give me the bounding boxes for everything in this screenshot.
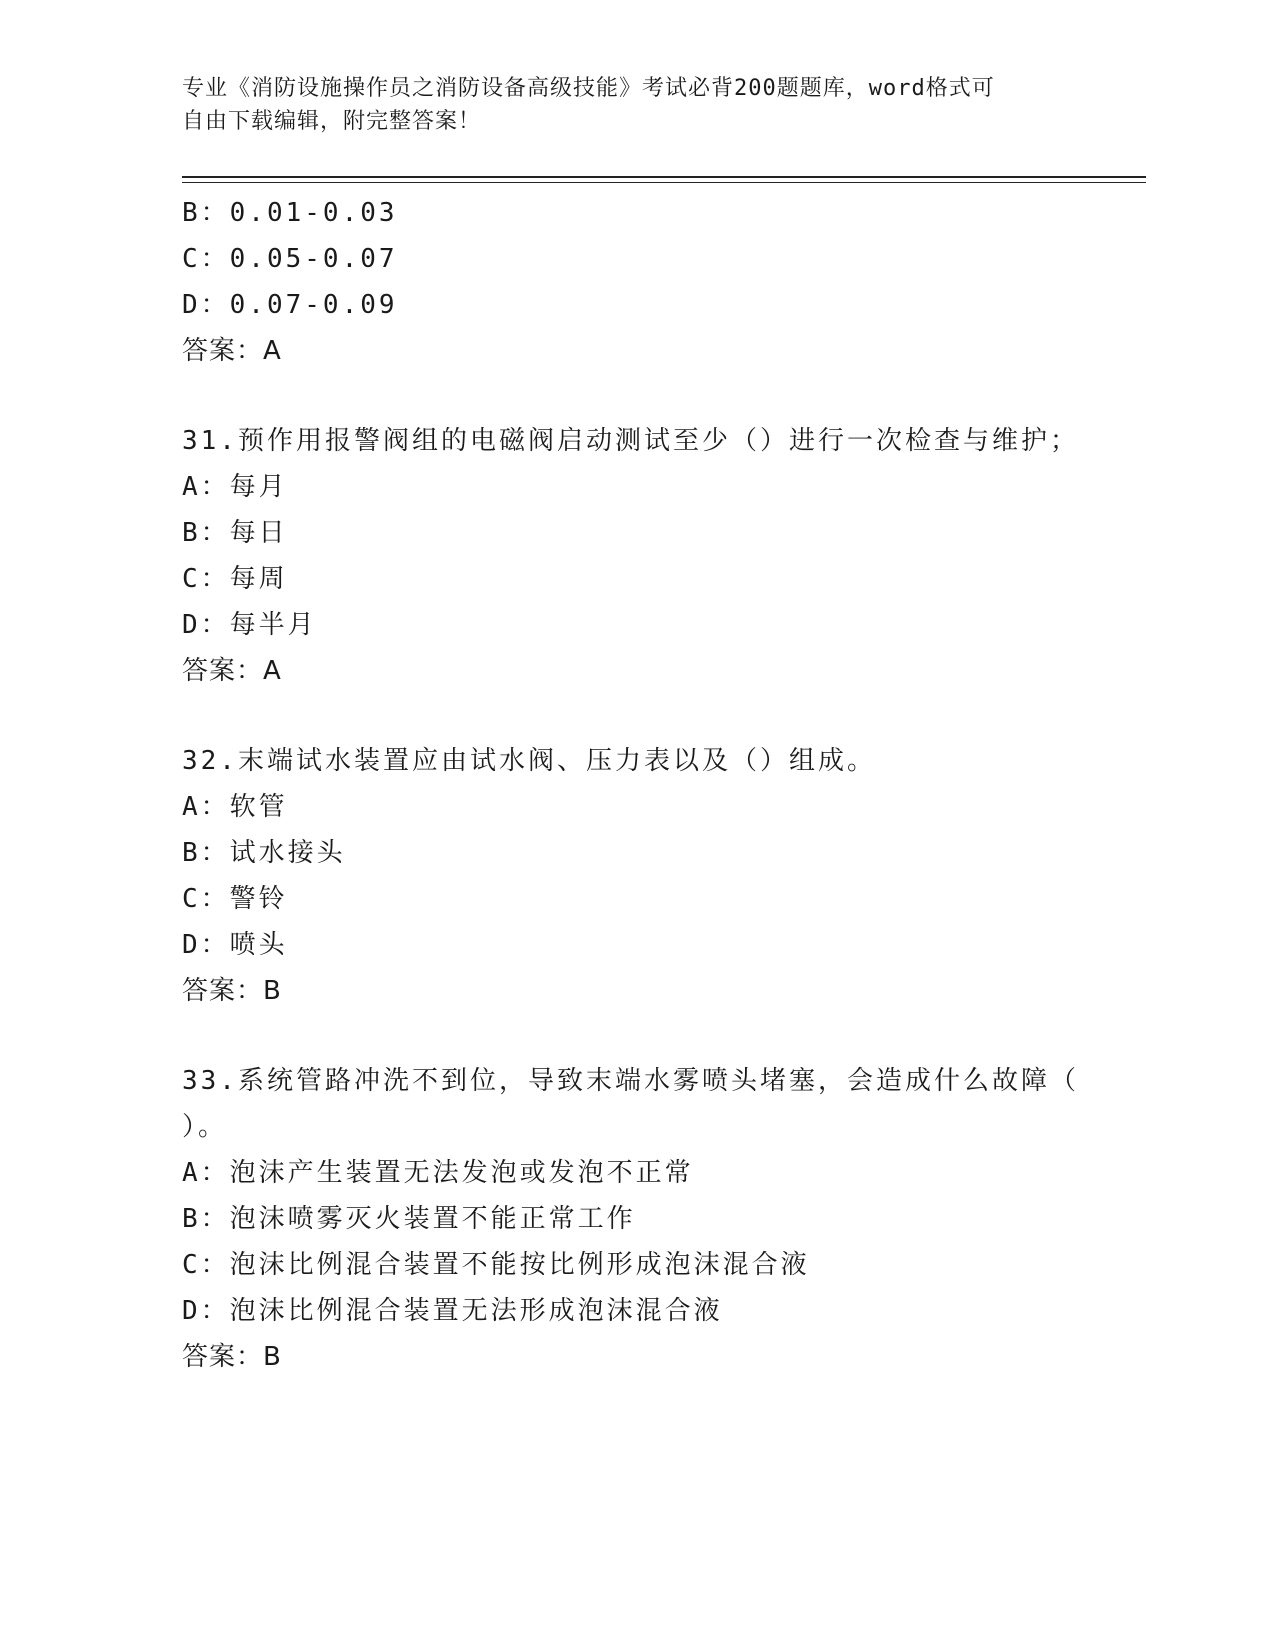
option-b: B：泡沫喷雾灭火装置不能正常工作 [182,1204,636,1234]
question-block-32 [182,738,1082,1014]
answer-line: 答案：B [182,976,282,1006]
option-b: B：试水接头 [182,838,346,868]
option-b: B：每日 [182,518,288,548]
option-b: B：0.01-0.03 [182,198,398,228]
answer-line: 答案：B [182,1342,282,1372]
header-line-2: 自由下载编辑，附完整答案！ [182,109,482,134]
answer-line: 答案：A [182,656,282,686]
option-a: A：每月 [182,472,288,502]
option-c: C：警铃 [182,884,288,914]
answer-line: 答案：A [182,336,282,366]
option-a: A：软管 [182,792,288,822]
question-list [182,190,1082,1380]
option-d: D：泡沫比例混合装置无法形成泡沫混合液 [182,1296,723,1326]
question-block-33 [182,1058,1082,1380]
option-a: A：泡沫产生装置无法发泡或发泡不正常 [182,1158,694,1188]
option-c: C：泡沫比例混合装置不能按比例形成泡沫混合液 [182,1250,810,1280]
question-stem-line-1: 33.系统管路冲洗不到位，导致末端水雾喷头堵塞，会造成什么故障（ [182,1066,1079,1096]
question-stem: 32.末端试水装置应由试水阀、压力表以及（）组成。 [182,746,876,776]
header-divider-thick [182,176,1146,178]
header-line-1: 专业《消防设施操作员之消防设备高级技能》考试必背200题题库，word格式可 [182,76,995,101]
question-stem-line-2: ）。 [182,1112,228,1142]
option-c: C：0.05-0.07 [182,244,398,274]
option-d: D：每半月 [182,610,317,640]
option-c: C：每周 [182,564,288,594]
question-block-31 [182,418,1082,694]
option-d: D：喷头 [182,930,288,960]
document-header [182,72,1062,138]
question-stem: 31.预作用报警阀组的电磁阀启动测试至少（）进行一次检查与维护； [182,426,1079,456]
option-d: D：0.07-0.09 [182,290,398,320]
question-block-partial [182,190,1082,374]
header-divider-thin [182,182,1146,183]
